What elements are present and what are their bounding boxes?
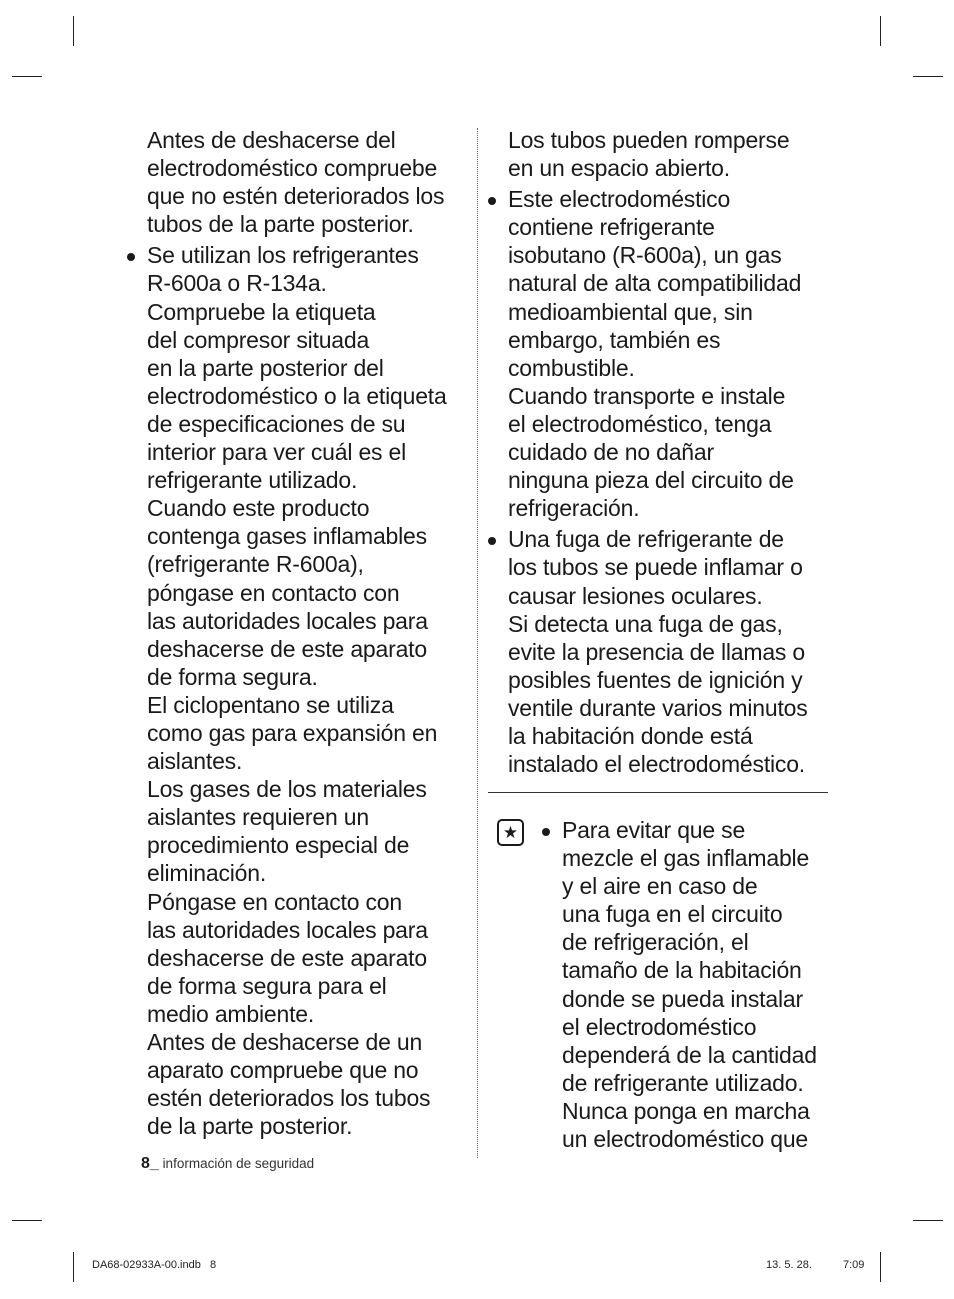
right-bullet-text-2: Una fuga de refrigerante de los tubos se puede inflamar o causar lesiones oculares. Si detecta una fuga de gas, evite la presencia de llamas o posibles fuentes de ignición y ventile durante varios minutos la habitación donde está instalado el electrodoméstico. <box>508 526 808 778</box>
crop-mark <box>12 1220 42 1221</box>
crop-mark <box>913 1220 943 1221</box>
left-bullet-item <box>147 241 472 1140</box>
note-divider <box>488 792 828 793</box>
note-text: Para evitar que se mezcle el gas inflamable y el aire en caso de una fuga en el circuito de refrigeración, el tamaño de la habitación donde se pueda instalar el electrodoméstico dependerá de la cantidad de refrigerante utilizado. Nunca ponga en marcha un electrodoméstico que <box>562 817 817 1153</box>
left-intro-text: Antes de deshacerse del electrodoméstico compruebe que no estén deteriorados los tubos de la parte posterior. <box>147 127 445 238</box>
crop-mark <box>73 16 74 46</box>
print-file-slug: DA68-02933A-00.indb 8 <box>92 1259 217 1271</box>
bullet-icon <box>127 253 135 261</box>
crop-mark <box>12 76 42 77</box>
left-bullet-text: Se utilizan los refrigerantes R-600a o R-134a. Compruebe la etiqueta del compresor situada en la parte posterior del electrodoméstico o la etiqueta de especificaciones de su interior para ver cuál es el refrigerante utilizado. Cuando este producto contenga gases inflamables (refrigerante R-600a), póngase en contacto con las autoridades locales para deshacerse de este aparato de forma segura. El ciclopentano se utiliza como gas para expansión en aislantes. Los gases de los materiales aislantes requieren un procedimiento especial de eliminación. Póngase en contacto con las autoridades locales para deshacerse de este aparato de forma segura para el medio ambiente. Antes de deshacerse de un aparato compruebe que no estén deteriorados los tubos de la parte posterior. <box>147 242 447 1140</box>
column-divider <box>477 128 478 1158</box>
right-bullet-item <box>508 525 830 778</box>
note-block <box>562 816 832 1153</box>
crop-mark <box>880 1252 881 1282</box>
right-intro-text: Los tubos pueden romperse en un espacio abierto. <box>508 127 790 182</box>
crop-mark <box>73 1252 74 1282</box>
print-time: 7:09 <box>843 1259 865 1271</box>
right-bullet-text-1: Este electrodoméstico contiene refrigerante isobutano (R-600a), un gas natural de alta compatibilidad medioambiental que, sin embargo, también es combustible. Cuando transporte e instale el electrodoméstico, tenga cuidado de no dañar ninguna pieza del circuito de refrigeración. <box>508 186 802 522</box>
page-footer <box>141 1155 314 1173</box>
crop-mark <box>913 76 943 77</box>
star-note-icon: ★ <box>497 819 524 846</box>
bullet-icon <box>542 828 550 836</box>
left-column <box>147 126 472 1140</box>
crop-mark <box>880 16 881 46</box>
right-bullet-item <box>508 185 830 522</box>
bullet-icon <box>488 197 496 205</box>
right-column <box>508 126 830 778</box>
print-date: 13. 5. 28. <box>766 1259 812 1271</box>
section-name: información de seguridad <box>162 1156 315 1171</box>
page-number: 8_ <box>141 1155 159 1172</box>
bullet-icon <box>488 537 496 545</box>
